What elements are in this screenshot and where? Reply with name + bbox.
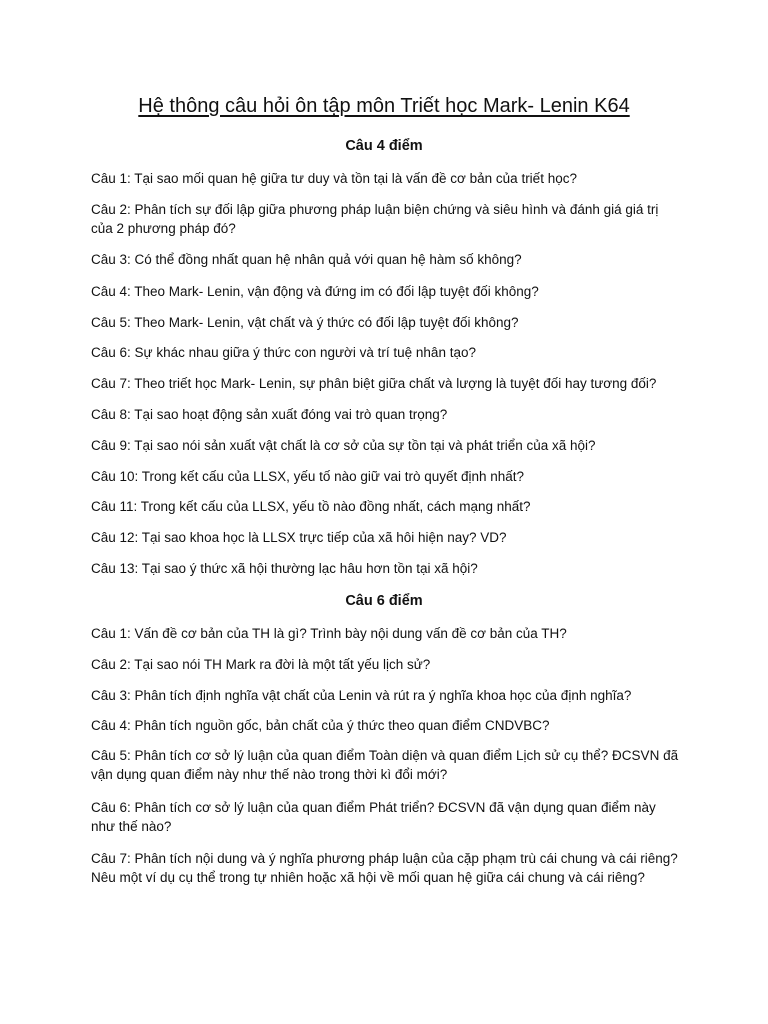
question-item xyxy=(91,746,691,784)
question-item xyxy=(91,528,691,547)
question-text-line: Câu 5: Phân tích cơ sở lý luận của quan điểm Toàn diện và quan điểm Lịch sử cụ thể? ĐCSVN đã xyxy=(91,748,679,763)
question-item xyxy=(91,436,691,455)
question-item xyxy=(91,343,691,362)
question-text-line: Câu 8: Tại sao hoạt động sản xuất đóng vai trò quan trọng? xyxy=(91,407,448,422)
question-text-line: vận dụng quan điểm này như thế nào trong thời kì đổi mới? xyxy=(91,767,448,782)
question-text-line: Câu 2: Phân tích sự đối lập giữa phương pháp luận biện chứng và siêu hình và đánh giá giá trị xyxy=(91,202,659,217)
section-heading: Câu 6 điểm xyxy=(345,593,423,609)
question-text-line: như thế nào? xyxy=(91,819,172,834)
question-text-line: Nêu một ví dụ cụ thể trong tự nhiên hoặc xã hội về mối quan hệ giữa cái chung và cái riêng? xyxy=(91,870,645,885)
question-item xyxy=(91,374,691,393)
question-text-line: Câu 12: Tại sao khoa học là LLSX trực tiếp của xã hôi hiện nay? VD? xyxy=(91,530,507,545)
question-text-line: Câu 3: Có thể đồng nhất quan hệ nhân quả với quan hệ hàm số không? xyxy=(91,252,522,267)
question-item xyxy=(91,169,691,188)
question-item xyxy=(91,716,691,735)
document-title: Hệ thông câu hỏi ôn tập môn Triết học Mark- Lenin K64 xyxy=(138,95,630,117)
question-text-line: Câu 7: Theo triết học Mark- Lenin, sự phân biệt giữa chất và lượng là tuyệt đối hay tương đối? xyxy=(91,376,657,391)
question-item xyxy=(91,686,691,705)
question-item xyxy=(91,200,691,238)
question-item xyxy=(91,497,691,516)
question-item xyxy=(91,559,691,578)
question-item xyxy=(91,313,691,332)
question-text-line: Câu 11: Trong kết cấu của LLSX, yếu tồ nào đồng nhất, cách mạng nhất? xyxy=(91,499,531,514)
question-text-line: Câu 6: Phân tích cơ sở lý luận của quan điểm Phát triển? ĐCSVN đã vận dụng quan điểm này xyxy=(91,800,656,815)
question-text-line: Câu 9: Tại sao nói sản xuất vật chất là cơ sở của sự tồn tại và phát triển của xã hội? xyxy=(91,438,596,453)
question-item xyxy=(91,798,691,836)
question-text-line: Câu 1: Vấn đề cơ bản của TH là gì? Trình bày nội dung vấn đề cơ bản của TH? xyxy=(91,626,567,641)
question-item xyxy=(91,849,691,887)
question-text-line: Câu 10: Trong kết cấu của LLSX, yếu tố nào giữ vai trò quyết định nhất? xyxy=(91,469,525,484)
question-item xyxy=(91,250,691,269)
question-item xyxy=(91,624,691,643)
question-text-line: Câu 7: Phân tích nội dung và ý nghĩa phương pháp luận của cặp phạm trù cái chung và cái riêng? xyxy=(91,851,678,866)
question-text-line: Câu 2: Tại sao nói TH Mark ra đời là một tất yếu lịch sử? xyxy=(91,657,431,672)
section-heading: Câu 4 điểm xyxy=(345,138,423,154)
question-text-line: của 2 phương pháp đó? xyxy=(91,221,236,236)
question-item xyxy=(91,467,691,486)
question-item xyxy=(91,282,691,301)
question-item xyxy=(91,655,691,674)
question-text-line: Câu 4: Phân tích nguồn gốc, bản chất của ý thức theo quan điểm CNDVBC? xyxy=(91,718,550,733)
question-text-line: Câu 13: Tại sao ý thức xã hội thường lạc hâu hơn tồn tại xã hội? xyxy=(91,561,478,576)
question-item xyxy=(91,405,691,424)
question-text-line: Câu 5: Theo Mark- Lenin, vật chất và ý thức có đối lập tuyệt đối không? xyxy=(91,315,519,330)
question-text-line: Câu 1: Tại sao mối quan hệ giữa tư duy và tồn tại là vấn đề cơ bản của triết học? xyxy=(91,171,577,186)
question-text-line: Câu 6: Sự khác nhau giữa ý thức con người và trí tuệ nhân tạo? xyxy=(91,345,476,360)
question-text-line: Câu 4: Theo Mark- Lenin, vận động và đứng im có đối lập tuyệt đối không? xyxy=(91,284,539,299)
question-text-line: Câu 3: Phân tích định nghĩa vật chất của Lenin và rút ra ý nghĩa khoa học của định nghĩa? xyxy=(91,688,632,703)
